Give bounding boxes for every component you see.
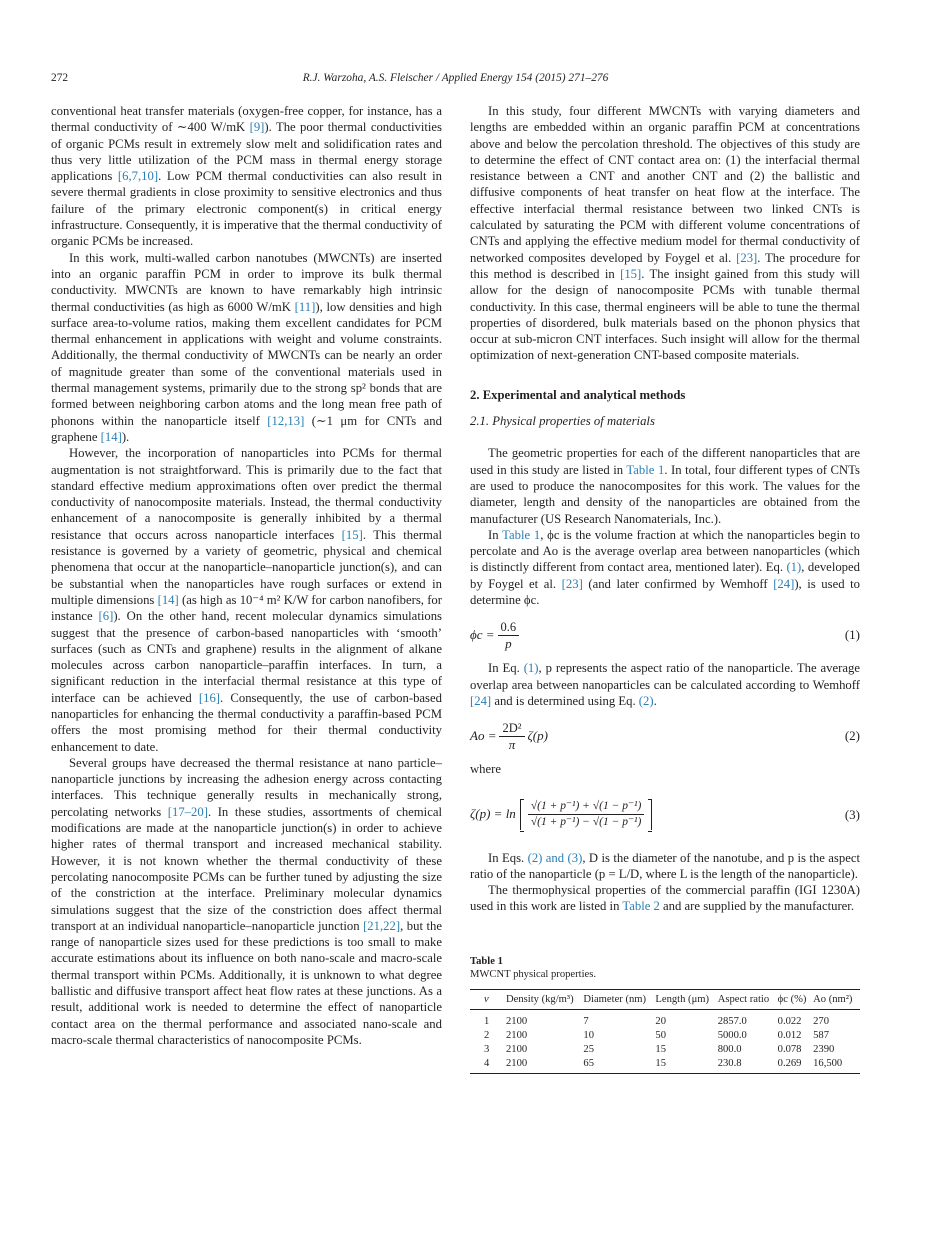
left-column bbox=[51, 103, 442, 1048]
table-cell: 2100 bbox=[506, 1015, 528, 1027]
numerator: 0.6 bbox=[498, 620, 520, 636]
column-header: ϕc (%) bbox=[777, 993, 807, 1005]
equation-number: (3) bbox=[844, 806, 860, 822]
properties-table bbox=[470, 989, 860, 1074]
citation-link[interactable]: [15] bbox=[341, 527, 363, 542]
table-cell: 15 bbox=[655, 1057, 666, 1069]
citation-link[interactable]: [14] bbox=[157, 592, 179, 607]
equation-number: (2) bbox=[844, 728, 860, 744]
table-cell: 1 bbox=[484, 1015, 490, 1027]
denominator: p bbox=[505, 635, 512, 651]
column-header: Aspect ratio bbox=[717, 993, 770, 1005]
table-cell: 3 bbox=[484, 1043, 490, 1055]
citation-link[interactable]: (2) and (3) bbox=[527, 850, 583, 865]
table-cell: 2 bbox=[484, 1029, 490, 1041]
column-header: ν bbox=[484, 993, 489, 1005]
right-column bbox=[470, 103, 860, 1074]
table-cell: 50 bbox=[655, 1029, 666, 1041]
citation-link[interactable]: [6] bbox=[98, 609, 114, 624]
table-cell: 4 bbox=[484, 1057, 490, 1069]
table-cell: 2100 bbox=[506, 1057, 528, 1069]
citation-link[interactable]: Table 2 bbox=[622, 899, 660, 914]
table-cell: 16,500 bbox=[813, 1057, 843, 1069]
citation-link[interactable]: (1) bbox=[523, 661, 539, 676]
table-cell: 15 bbox=[655, 1043, 666, 1055]
column-header: Diameter (nm) bbox=[583, 993, 647, 1005]
citation-link[interactable]: [23] bbox=[736, 250, 758, 265]
table-cell: 2390 bbox=[813, 1043, 835, 1055]
table-cell: 20 bbox=[655, 1015, 666, 1027]
table-cell: 5000.0 bbox=[717, 1029, 747, 1041]
denominator: π bbox=[508, 736, 516, 752]
table-cell: 270 bbox=[813, 1015, 829, 1027]
citation-link[interactable]: [12,13] bbox=[267, 413, 305, 428]
table-cell: 0.022 bbox=[777, 1015, 802, 1027]
citation-link[interactable]: [11] bbox=[294, 299, 316, 314]
citation-link[interactable]: [24] bbox=[773, 576, 795, 591]
citation-link[interactable]: (1) bbox=[786, 560, 802, 575]
table-row bbox=[470, 1042, 860, 1056]
equation-lhs: ζ(p) = ln bbox=[470, 806, 516, 822]
subsection-heading: 2.1. Physical properties of materials bbox=[470, 414, 655, 429]
paragraph: The thermophysical properties of the commercial paraffin (IGI 1230A) used in this work are listed in Table 2 and are supplied by the manufacturer. bbox=[470, 883, 860, 914]
table-row bbox=[470, 1056, 860, 1074]
citation-link[interactable]: [14] bbox=[100, 429, 122, 444]
table-caption: MWCNT physical properties. bbox=[470, 968, 597, 980]
table-cell: 2100 bbox=[506, 1043, 528, 1055]
paragraph: Several groups have decreased the thermal resistance at nano particle–nanoparticle junctions by increasing the adhesion energy across contacting interfaces. This technique generally results in mechanically strong, percolating networks [17–20]. In these studies, assortments of chemical modifications are made at the nanoparticle junction(s) in order to achieve higher rates of thermal transport and increased mechanical stability. However, it is not known whether the thermal conductivity of these percolating nanocomposite PCMs can be further tuned by adjusting the size of the constriction at the interface. Preliminary molecular dynamics simulations suggest that the size of the constriction does affect thermal transport at an individual nanoparticle–nanoparticle junction [21,22], but the range of nanoparticle sizes used for these predictions is too small to make accurate estimations about its influence on both nano-scale and macro-scale thermal transport within PCMs. Additionally, it is unknown to what degree ballistic and diffusive transport affect heat flow rates at these junctions. As a result, additional work is needed to determine the effect of nanoparticle contact area on the thermal performance and associated nano-scale and macro-scale thermal characteristics of nanocomposite PCMs. bbox=[51, 755, 442, 1047]
numerator: 2D² bbox=[499, 721, 524, 737]
equation-lhs: ϕc = bbox=[470, 627, 495, 643]
bracket-expression bbox=[520, 799, 653, 830]
citation-link[interactable]: [23] bbox=[561, 576, 583, 591]
table-row bbox=[470, 1028, 860, 1042]
table-row bbox=[470, 1009, 860, 1028]
section-heading: 2. Experimental and analytical methods bbox=[470, 387, 686, 402]
equation-rhs: ζ(p) bbox=[527, 728, 548, 744]
table-cell: 587 bbox=[813, 1029, 829, 1041]
table-header-row bbox=[470, 989, 860, 1009]
citation-link[interactable]: [15] bbox=[620, 266, 642, 281]
table-cell: 25 bbox=[583, 1043, 594, 1055]
paragraph: In this study, four different MWCNTs with varying diameters and lengths are embedded within an organic paraffin PCM at concentrations above and below the percolation threshold. The objectives of this study are to determine the effect of CNT contact area on: (1) the interfacial thermal resistance between a CNT and another CNT and (2) the ballistic and diffusive components of heat transfer on heat flow at the interface. The effective interfacial thermal resistance between two linked CNTs is calculated by saturating the PCM with different volume concentrations of CNTs and applying the effective medium model for thermal conductivity of networked composites developed by Foygel et al. [23]. The procedure for this method is described in [15]. The insight gained from this study will allow for the design of nanocomposite PCMs with tunable thermal conductivity. In this case, thermal engineers will be able to tune the thermal properties of disordered, bulk materials based on the phonon physics that occur at sub-micron CNT interfaces. Such insight will allow for the thermal optimization of next-generation CNT-based composite materials. bbox=[470, 104, 860, 363]
running-header bbox=[51, 71, 860, 85]
paragraph: conventional heat transfer materials (oxygen-free copper, for instance, has a thermal conductivity of ∼400 W/mK [9]). The poor thermal conductivities of organic PCMs result in extremely slow melt and solidification rates and thus very little utilization of the PCM mass in thermal energy storage applications [6,7,10]. Low PCM thermal conductivities can also result in severe thermal gradients in close proximity to sensitive electronics and thus failure of the primary electronic component(s) in critical energy infrastructure. Consequently, it is imperative that the thermal conductivity of organic PCMs be increased. bbox=[51, 104, 442, 249]
citation-link[interactable]: [16] bbox=[198, 690, 221, 705]
table-1 bbox=[470, 955, 860, 1074]
table-label: Table 1 bbox=[470, 955, 503, 967]
column-header: Ao (nm²) bbox=[813, 993, 853, 1005]
table-cell: 0.269 bbox=[777, 1057, 802, 1069]
table-cell: 10 bbox=[583, 1029, 594, 1041]
paragraph: In Eq. (1), p represents the aspect ratio of the nanoparticle. The average overlap area between nanoparticles can be calculated according to Wemhoff [24] and is determined using Eq. (2). bbox=[470, 661, 860, 708]
paragraph: The geometric properties for each of the different nanoparticles that are used in this study are listed in Table 1. In total, four different types of CNTs are used to produce the nanocomposites for this work. The values for the diameter, length and density of the nanoparticles are obtained from the manufacturer (US Research Nanomaterials, Inc.). bbox=[470, 446, 860, 526]
denominator: √(1 + p⁻¹) − √(1 − p⁻¹) bbox=[530, 816, 642, 828]
table-cell: 7 bbox=[583, 1015, 589, 1027]
table-cell: 0.012 bbox=[777, 1029, 802, 1041]
citation-link[interactable]: [24] bbox=[470, 693, 492, 708]
equation-3 bbox=[470, 792, 860, 838]
paragraph: In this work, multi-walled carbon nanotubes (MWCNTs) are inserted into an organic paraffin PCM in order to improve its bulk thermal conductivity. MWCNTs are known to have remarkably high intrinsic thermal conductivities (as high as 6000 W/mK [11]), low densities and high surface area-to-volume ratios, making them excellent candidates for PCM thermal enhancement in applications with weight and volume constraints. Additionally, the thermal conductivity of MWCNTs can be nearly an order of magnitude greater than some of the conventional materials used in thermal management systems, primarily due to the strong sp² bonds that are formed between neighboring carbon atoms and the long mean free path of phonons within the nanoparticle itself [12,13] (∼1 μm for CNTs and graphene [14]). bbox=[51, 250, 442, 444]
fraction bbox=[499, 721, 524, 752]
table-cell: 2100 bbox=[506, 1029, 528, 1041]
table-cell: 230.8 bbox=[717, 1057, 742, 1069]
table-cell: 65 bbox=[583, 1057, 594, 1069]
table-cell: 800.0 bbox=[717, 1043, 742, 1055]
equation-2 bbox=[470, 719, 860, 753]
citation-link[interactable]: [21,22] bbox=[363, 918, 401, 933]
table-cell: 0.078 bbox=[777, 1043, 802, 1055]
citation-link[interactable]: [6,7,10] bbox=[117, 169, 159, 184]
citation-link[interactable]: [9] bbox=[249, 120, 265, 135]
where-label: where bbox=[470, 762, 501, 777]
citation-link[interactable]: [17–20] bbox=[167, 804, 208, 819]
equation-lhs: Ao = bbox=[470, 728, 497, 744]
fraction bbox=[498, 620, 520, 651]
page-number: 272 bbox=[51, 72, 69, 84]
numerator: √(1 + p⁻¹) + √(1 − p⁻¹) bbox=[528, 799, 645, 815]
journal-reference: R.J. Warzoha, A.S. Fleischer / Applied Energy 154 (2015) 271–276 bbox=[302, 72, 609, 84]
column-header: Length (μm) bbox=[655, 993, 710, 1005]
citation-link[interactable]: Table 1 bbox=[626, 462, 665, 477]
column-header: Density (kg/m³) bbox=[506, 993, 574, 1005]
paragraph: In Eqs. (2) and (3), D is the diameter of the nanotube, and p is the aspect ratio of the nanoparticle (p = L/D, where L is the length of the nanoparticle). bbox=[470, 850, 860, 881]
citation-link[interactable]: Table 1 bbox=[502, 527, 541, 542]
paragraph: However, the incorporation of nanoparticles into PCMs for thermal augmentation is not straightforward. This is primarily due to the fact that standard effective medium approximations often over predict the thermal conductivity of nanocomposite materials. Instead, the thermal conductivity enhancement of a nanocomposite is generally inhibited by a thermal resistance that occurs across nanoparticle interfaces [15]. This thermal resistance is governed by a variety of geometric, physical and chemical phenomena that occur at the nanoparticle–nanoparticle junction(s), and can be substantial when the nanoparticles have rough surfaces or extend in multiple dimensions [14] (as high as 10⁻⁴ m² K/W for carbon nanofibers, for instance [6]). On the other hand, recent molecular dynamics simulations suggest that the presence of carbon-based nanoparticles with ‘smooth’ surfaces (such as CNTs and graphene) results in the alignment of alkane molecules across carbon nanoparticle–paraffin interfaces. In turn, a significant reduction in the interfacial thermal resistance at this type of interface can be achieved [16]. Consequently, the use of carbon-based nanoparticles for enhancing the thermal conductivity a paraffin-based PCM offers the most promising method for their thermal conductivity enhancement to date. bbox=[51, 446, 442, 754]
citation-link[interactable]: (2) bbox=[638, 693, 654, 708]
equation-1 bbox=[470, 618, 860, 652]
fraction bbox=[528, 799, 645, 830]
equation-number: (1) bbox=[844, 627, 860, 643]
table-cell: 2857.0 bbox=[717, 1015, 747, 1027]
paragraph: In Table 1, ϕc is the volume fraction at which the nanoparticles begin to percolate and Ao is the average overlap area between nanoparticles (which is distinctly different from contact area, mentioned later). Eq. (1), developed by Foygel et al. [23] (and later confirmed by Wemhoff [24]), is used to determine ϕc. bbox=[470, 527, 861, 608]
